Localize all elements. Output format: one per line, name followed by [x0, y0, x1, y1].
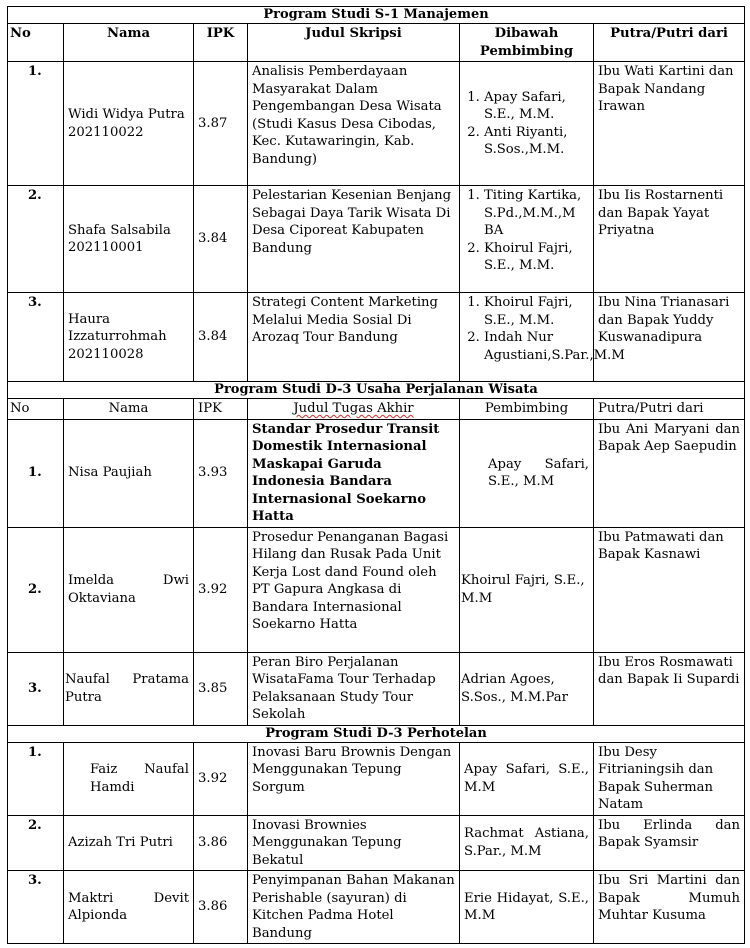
header-row — [8, 24, 745, 62]
col-header-no: No — [8, 399, 64, 420]
col-header-ortu: Putra/Putri dari — [594, 399, 745, 420]
table-row — [8, 815, 745, 871]
student-name: Imelda Dwi Oktaviana — [64, 527, 194, 652]
thesis-title: Peran Biro Perjalanan WisataFama Tour Terhadap Pelaksanaan Study Tour Sekolah — [248, 652, 460, 725]
supervisor: 1. Titing Kartika, S.Pd.,M.M.,M BA — [484, 187, 589, 240]
graduates-table — [7, 6, 745, 944]
row-number: 3. — [8, 871, 64, 944]
table-row — [8, 186, 745, 293]
student-name: Widi Widya Putra 202110022 — [64, 62, 194, 186]
row-number: 1. — [8, 419, 64, 527]
table-row — [8, 527, 745, 652]
section-title: Program Studi D-3 Perhotelan — [8, 725, 745, 742]
student-name: Nisa Paujiah — [64, 419, 194, 527]
gpa: 3.92 — [194, 742, 248, 815]
student-name: Faiz Naufal Hamdi — [64, 742, 194, 815]
parents: Ibu Sri Martini dan Bapak Mumuh Muhtar Kusuma — [594, 871, 745, 944]
row-number: 2. — [8, 186, 64, 293]
gpa: 3.86 — [194, 871, 248, 944]
parents: Ibu Iis Rostarnenti dan Bapak Yayat Priyatna — [594, 186, 745, 293]
gpa: 3.93 — [194, 419, 248, 527]
parents: Ibu Wati Kartini dan Bapak Nandang Irawan — [594, 62, 745, 186]
parents: Ibu Desy Fitrianingsih dan Bapak Suherman Natam — [594, 742, 745, 815]
gpa: 3.85 — [194, 652, 248, 725]
col-header-ortu: Putra/Putri dari — [594, 24, 745, 62]
thesis-title: Standar Prosedur Transit Domestik Internasional Maskapai Garuda Indonesia Bandara Internasional Soekarno Hatta — [248, 419, 460, 527]
gpa: 3.84 — [194, 186, 248, 293]
table-row — [8, 652, 745, 725]
col-header-pembimbing: Pembimbing — [460, 399, 594, 420]
col-header-judul — [248, 399, 460, 420]
parents: Ibu Ani Maryani dan Bapak Aep Saepudin — [594, 419, 745, 527]
section-title: Program Studi D-3 Usaha Perjalanan Wisata — [8, 382, 745, 399]
col-header-no: No — [8, 24, 64, 62]
thesis-title: Inovasi Brownies Menggunakan Tepung Bekatul — [248, 815, 460, 871]
header-row — [8, 399, 745, 420]
thesis-title: Pelestarian Kesenian Benjang Sebagai Daya Tarik Wisata Di Desa Ciporeat Kabupaten Bandung — [248, 186, 460, 293]
supervisors — [460, 293, 625, 382]
student-name: Shafa Salsabila 202110001 — [64, 186, 194, 293]
table-row — [8, 62, 745, 186]
col-header-ipk: IPK — [194, 24, 248, 62]
supervisor: Adrian Agoes, S.Sos., M.M.Par — [460, 652, 594, 725]
parents: Ibu Eros Rosmawati dan Bapak Ii Supardi — [594, 652, 745, 725]
gpa: 3.87 — [194, 62, 248, 186]
student-name: Naufal Pratama Putra — [64, 652, 194, 725]
table-row — [8, 293, 745, 382]
supervisor: Rachmat Astiana, S.Par., M.M — [460, 815, 594, 871]
parents: Ibu Erlinda dan Bapak Syamsir — [594, 815, 745, 871]
supervisor: 2. Indah Nur Agustiani,S.Par.,M.M — [484, 329, 589, 364]
supervisor: 2. Anti Riyanti, S.Sos.,M.M. — [484, 124, 589, 159]
gpa: 3.86 — [194, 815, 248, 871]
table-row — [8, 419, 745, 527]
row-number: 3. — [8, 652, 64, 725]
supervisor: Apay Safari, S.E., M.M — [460, 742, 594, 815]
row-number: 2. — [8, 815, 64, 871]
col-header-nama: Nama — [64, 399, 194, 420]
supervisor: 1. Khoirul Fajri, S.E., M.M. — [484, 294, 589, 329]
supervisor: Khoirul Fajri, S.E., M.M — [460, 527, 594, 652]
supervisor: Apay Safari, S.E., M.M — [460, 419, 594, 527]
thesis-title: Strategi Content Marketing Melalui Media Sosial Di Arozaq Tour Bandung — [248, 293, 460, 382]
section-title-row — [8, 725, 745, 742]
section-title-row — [8, 7, 745, 24]
col-header-judul: Judul Skripsi — [248, 24, 460, 62]
gpa: 3.84 — [194, 293, 248, 382]
supervisors — [460, 186, 594, 293]
thesis-title: Penyimpanan Bahan Makanan Perishable (sayuran) di Kitchen Padma Hotel Bandung — [248, 871, 460, 944]
supervisor: 1. Apay Safari, S.E., M.M. — [484, 89, 589, 124]
col-header-pembimbing: Dibawah Pembimbing — [460, 24, 594, 62]
section-title-row — [8, 382, 745, 399]
section-title: Program Studi S-1 Manajemen — [8, 7, 745, 24]
student-name: Azizah Tri Putri — [64, 815, 194, 871]
thesis-title: Analisis Pemberdayaan Masyarakat Dalam Pengembangan Desa Wisata (Studi Kasus Desa Cibodas, Kec. Kutawaringin, Kab. Bandung) — [248, 62, 460, 186]
supervisors — [460, 62, 594, 186]
parents: Ibu Patmawati dan Bapak Kasnawi — [594, 527, 745, 652]
gpa: 3.92 — [194, 527, 248, 652]
col-header-nama: Nama — [64, 24, 194, 62]
row-number: 3. — [8, 293, 64, 382]
row-number: 1. — [8, 742, 64, 815]
row-number: 1. — [8, 62, 64, 186]
col-header-ipk: IPK — [194, 399, 248, 420]
thesis-title: Prosedur Penanganan Bagasi Hilang dan Rusak Pada Unit Kerja Lost dand Found oleh PT Gapura Angkasa di Bandara Internasional Soekarno Hatta — [248, 527, 460, 652]
col-header-judul-text: Judul Tugas Akhir — [293, 401, 414, 416]
thesis-title: Inovasi Baru Brownis Dengan Menggunakan Tepung Sorgum — [248, 742, 460, 815]
student-name: Haura Izzaturrohmah 202110028 — [64, 293, 194, 382]
student-name: Maktri Devit Alpionda — [64, 871, 194, 944]
table-row — [8, 742, 745, 815]
table-row — [8, 871, 745, 944]
row-number: 2. — [8, 527, 64, 652]
parents: Ibu Nina Trianasari dan Bapak Yuddy Kuswanadipura — [594, 293, 745, 382]
supervisor: Erie Hidayat, S.E., M.M — [460, 871, 594, 944]
supervisor: 2. Khoirul Fajri, S.E., M.M. — [484, 240, 589, 275]
